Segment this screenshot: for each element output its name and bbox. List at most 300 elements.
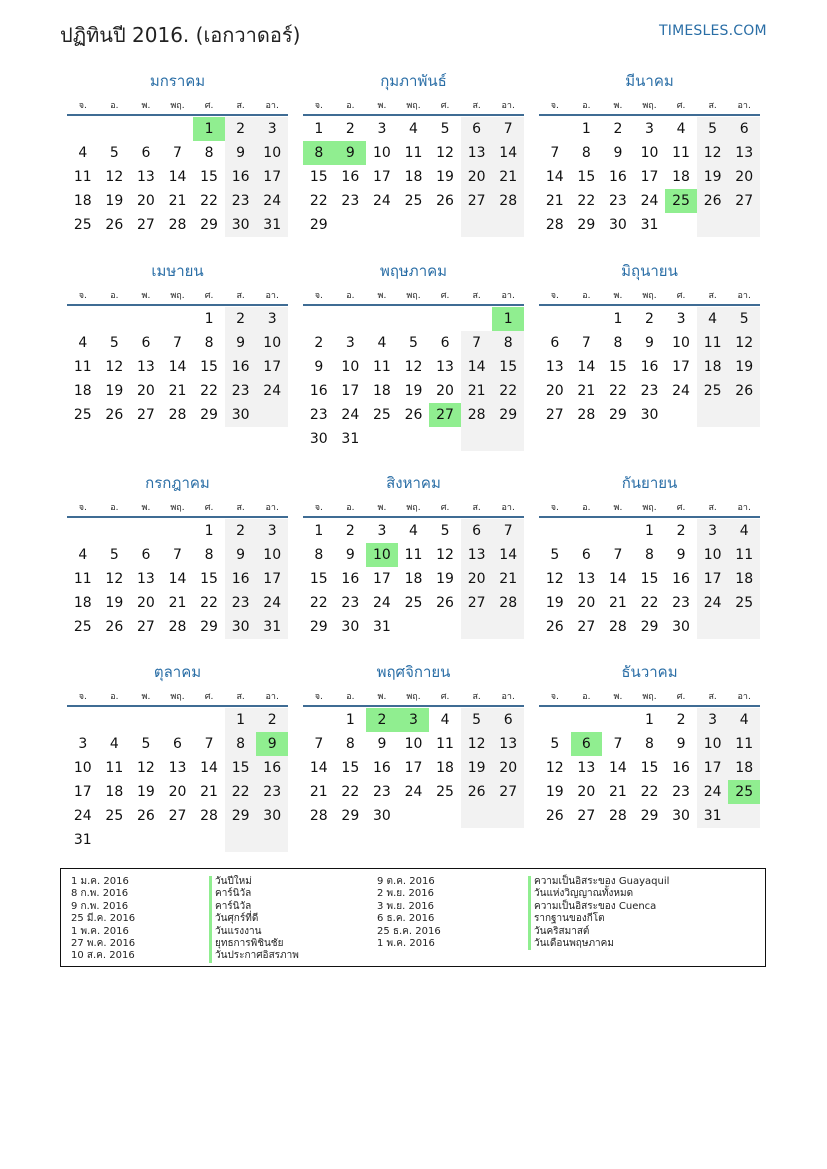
day-cell[interactable]: 13	[577, 571, 596, 587]
day-cell[interactable]: 2	[225, 307, 257, 331]
day-cell[interactable]: 1	[581, 121, 591, 137]
day-cell[interactable]: 30	[373, 808, 391, 824]
day-cell[interactable]: 25	[404, 595, 423, 611]
day-cell[interactable]: 29	[200, 217, 218, 233]
day-cell[interactable]: 5	[440, 523, 450, 539]
day-cell[interactable]: 30	[256, 804, 288, 828]
day-cell[interactable]: 10	[373, 145, 391, 161]
day-cell[interactable]: 30	[341, 619, 360, 635]
day-cell[interactable]: 29	[492, 403, 524, 427]
day-cell[interactable]: 14	[577, 359, 596, 375]
day-cell[interactable]: 16	[672, 571, 690, 587]
day-cell[interactable]: 30	[672, 619, 690, 635]
day-cell[interactable]: 17	[404, 760, 423, 776]
day-cell[interactable]: 19	[137, 784, 155, 800]
day-cell[interactable]: 22	[309, 193, 328, 209]
day-cell[interactable]: 27	[728, 189, 760, 213]
day-cell[interactable]: 26	[137, 808, 155, 824]
day-cell[interactable]: 24	[373, 193, 391, 209]
day-cell[interactable]: 11	[404, 547, 423, 563]
day-cell[interactable]: 6	[141, 335, 151, 351]
day-cell[interactable]: 14	[492, 543, 524, 567]
holiday-day[interactable]: 2	[366, 708, 398, 732]
day-cell[interactable]: 30	[225, 403, 257, 427]
day-cell[interactable]: 26	[404, 407, 423, 423]
day-cell[interactable]: 23	[672, 784, 690, 800]
day-cell[interactable]: 27	[577, 619, 596, 635]
day-cell[interactable]: 1	[314, 121, 324, 137]
holiday-day[interactable]: 25	[665, 189, 697, 213]
day-cell[interactable]: 23	[341, 595, 360, 611]
day-cell[interactable]: 9	[225, 543, 257, 567]
day-cell[interactable]: 22	[200, 383, 218, 399]
day-cell[interactable]: 14	[609, 760, 627, 776]
day-cell[interactable]: 10	[256, 331, 288, 355]
day-cell[interactable]: 4	[409, 523, 418, 539]
day-cell[interactable]: 14	[200, 760, 218, 776]
day-cell[interactable]: 30	[609, 217, 627, 233]
day-cell[interactable]: 17	[373, 571, 391, 587]
day-cell[interactable]: 14	[545, 169, 564, 185]
day-cell[interactable]: 27	[461, 591, 493, 615]
day-cell[interactable]: 28	[545, 217, 564, 233]
day-cell[interactable]: 1	[645, 712, 654, 728]
day-cell[interactable]: 20	[461, 165, 493, 189]
day-cell[interactable]: 13	[728, 141, 760, 165]
day-cell[interactable]: 15	[309, 169, 328, 185]
day-cell[interactable]: 8	[345, 736, 355, 752]
day-cell[interactable]: 3	[377, 523, 387, 539]
day-cell[interactable]: 6	[492, 708, 524, 732]
day-cell[interactable]: 16	[225, 355, 257, 379]
day-cell[interactable]: 14	[492, 141, 524, 165]
day-cell[interactable]: 29	[309, 619, 328, 635]
day-cell[interactable]: 1	[645, 523, 654, 539]
day-cell[interactable]: 17	[697, 567, 729, 591]
day-cell[interactable]: 18	[73, 383, 92, 399]
day-cell[interactable]: 19	[697, 165, 729, 189]
day-cell[interactable]: 26	[436, 193, 454, 209]
day-cell[interactable]: 7	[581, 335, 591, 351]
day-cell[interactable]: 29	[577, 217, 596, 233]
day-cell[interactable]: 30	[672, 808, 690, 824]
day-cell[interactable]: 4	[78, 547, 88, 563]
day-cell[interactable]: 12	[137, 760, 155, 776]
day-cell[interactable]: 18	[728, 756, 760, 780]
day-cell[interactable]: 13	[577, 760, 596, 776]
day-cell[interactable]: 13	[545, 359, 564, 375]
day-cell[interactable]: 4	[377, 335, 387, 351]
day-cell[interactable]: 1	[225, 708, 257, 732]
day-cell[interactable]: 3	[256, 519, 288, 543]
day-cell[interactable]: 7	[204, 736, 214, 752]
day-cell[interactable]: 15	[200, 571, 218, 587]
day-cell[interactable]: 7	[173, 547, 182, 563]
holiday-day[interactable]: 9	[256, 732, 288, 756]
day-cell[interactable]: 22	[577, 193, 596, 209]
day-cell[interactable]: 26	[545, 619, 564, 635]
day-cell[interactable]: 20	[137, 193, 155, 209]
day-cell[interactable]: 20	[461, 567, 493, 591]
day-cell[interactable]: 31	[73, 832, 92, 848]
day-cell[interactable]: 9	[225, 331, 257, 355]
day-cell[interactable]: 19	[436, 571, 454, 587]
day-cell[interactable]: 31	[341, 431, 360, 447]
day-cell[interactable]: 28	[609, 808, 627, 824]
day-cell[interactable]: 2	[613, 121, 623, 137]
day-cell[interactable]: 18	[73, 595, 92, 611]
day-cell[interactable]: 16	[341, 169, 360, 185]
day-cell[interactable]: 23	[225, 379, 257, 403]
day-cell[interactable]: 19	[461, 756, 493, 780]
holiday-day[interactable]: 8	[303, 141, 335, 165]
day-cell[interactable]: 11	[73, 359, 92, 375]
day-cell[interactable]: 7	[613, 736, 623, 752]
day-cell[interactable]: 21	[609, 784, 627, 800]
day-cell[interactable]: 8	[581, 145, 591, 161]
day-cell[interactable]: 3	[256, 117, 288, 141]
day-cell[interactable]: 26	[545, 808, 564, 824]
day-cell[interactable]: 12	[545, 571, 564, 587]
day-cell[interactable]: 19	[545, 784, 564, 800]
day-cell[interactable]: 15	[200, 169, 218, 185]
day-cell[interactable]: 20	[137, 595, 155, 611]
day-cell[interactable]: 5	[141, 736, 151, 752]
day-cell[interactable]: 24	[672, 383, 690, 399]
day-cell[interactable]: 12	[436, 547, 454, 563]
day-cell[interactable]: 29	[609, 407, 627, 423]
day-cell[interactable]: 3	[256, 307, 288, 331]
day-cell[interactable]: 16	[256, 756, 288, 780]
day-cell[interactable]: 27	[492, 780, 524, 804]
day-cell[interactable]: 28	[309, 808, 328, 824]
day-cell[interactable]: 22	[309, 595, 328, 611]
day-cell[interactable]: 17	[73, 784, 92, 800]
holiday-day[interactable]: 9	[335, 141, 367, 165]
day-cell[interactable]: 9	[345, 547, 355, 563]
day-cell[interactable]: 22	[609, 383, 627, 399]
day-cell[interactable]: 26	[461, 780, 493, 804]
day-cell[interactable]: 4	[728, 708, 760, 732]
day-cell[interactable]: 15	[609, 359, 627, 375]
day-cell[interactable]: 6	[461, 117, 493, 141]
day-cell[interactable]: 4	[409, 121, 418, 137]
day-cell[interactable]: 3	[676, 311, 686, 327]
day-cell[interactable]: 12	[545, 760, 564, 776]
day-cell[interactable]: 13	[137, 359, 155, 375]
day-cell[interactable]: 25	[697, 379, 729, 403]
day-cell[interactable]: 16	[609, 169, 627, 185]
holiday-day[interactable]: 1	[492, 307, 524, 331]
day-cell[interactable]: 8	[314, 547, 324, 563]
day-cell[interactable]: 17	[640, 169, 659, 185]
day-cell[interactable]: 18	[404, 571, 423, 587]
day-cell[interactable]: 9	[676, 547, 686, 563]
day-cell[interactable]: 30	[225, 615, 257, 639]
day-cell[interactable]: 10	[640, 145, 659, 161]
day-cell[interactable]: 11	[728, 732, 760, 756]
day-cell[interactable]: 24	[73, 808, 92, 824]
day-cell[interactable]: 21	[200, 784, 218, 800]
holiday-day[interactable]: 6	[571, 732, 603, 756]
day-cell[interactable]: 25	[73, 217, 92, 233]
day-cell[interactable]: 25	[105, 808, 124, 824]
holiday-day[interactable]: 3	[398, 708, 430, 732]
day-cell[interactable]: 19	[436, 169, 454, 185]
day-cell[interactable]: 28	[168, 619, 187, 635]
day-cell[interactable]: 17	[341, 383, 360, 399]
day-cell[interactable]: 4	[676, 121, 686, 137]
day-cell[interactable]: 24	[640, 193, 659, 209]
day-cell[interactable]: 11	[73, 169, 92, 185]
day-cell[interactable]: 16	[225, 165, 257, 189]
holiday-day[interactable]: 27	[429, 403, 461, 427]
day-cell[interactable]: 11	[73, 571, 92, 587]
day-cell[interactable]: 2	[676, 523, 686, 539]
day-cell[interactable]: 22	[200, 595, 218, 611]
day-cell[interactable]: 25	[73, 619, 92, 635]
day-cell[interactable]: 4	[440, 712, 450, 728]
day-cell[interactable]: 8	[204, 145, 214, 161]
day-cell[interactable]: 20	[577, 784, 596, 800]
day-cell[interactable]: 15	[577, 169, 596, 185]
day-cell[interactable]: 5	[109, 335, 119, 351]
day-cell[interactable]: 29	[341, 808, 360, 824]
day-cell[interactable]: 24	[404, 784, 423, 800]
day-cell[interactable]: 23	[256, 780, 288, 804]
day-cell[interactable]: 4	[697, 307, 729, 331]
day-cell[interactable]: 1	[613, 311, 623, 327]
day-cell[interactable]: 24	[697, 780, 729, 804]
day-cell[interactable]: 20	[545, 383, 564, 399]
day-cell[interactable]: 13	[461, 543, 493, 567]
day-cell[interactable]: 12	[105, 169, 124, 185]
day-cell[interactable]: 21	[461, 379, 493, 403]
day-cell[interactable]: 9	[314, 359, 324, 375]
site-logo-text[interactable]: TIMESLES.COM	[659, 23, 767, 39]
day-cell[interactable]: 1	[345, 712, 355, 728]
day-cell[interactable]: 28	[168, 217, 187, 233]
day-cell[interactable]: 6	[141, 145, 151, 161]
day-cell[interactable]: 16	[672, 760, 690, 776]
day-cell[interactable]: 27	[137, 407, 155, 423]
day-cell[interactable]: 16	[640, 359, 659, 375]
day-cell[interactable]: 22	[200, 193, 218, 209]
day-cell[interactable]: 5	[109, 145, 119, 161]
day-cell[interactable]: 28	[461, 403, 493, 427]
day-cell[interactable]: 31	[256, 213, 288, 237]
day-cell[interactable]: 13	[492, 732, 524, 756]
day-cell[interactable]: 3	[697, 708, 729, 732]
day-cell[interactable]: 12	[728, 331, 760, 355]
day-cell[interactable]: 22	[341, 784, 360, 800]
day-cell[interactable]: 2	[645, 311, 654, 327]
day-cell[interactable]: 11	[105, 760, 124, 776]
day-cell[interactable]: 8	[204, 335, 214, 351]
day-cell[interactable]: 8	[645, 736, 654, 752]
day-cell[interactable]: 26	[105, 619, 124, 635]
day-cell[interactable]: 23	[373, 784, 391, 800]
day-cell[interactable]: 29	[200, 407, 218, 423]
day-cell[interactable]: 23	[225, 591, 257, 615]
day-cell[interactable]: 2	[314, 335, 324, 351]
day-cell[interactable]: 18	[697, 355, 729, 379]
day-cell[interactable]: 4	[109, 736, 119, 752]
day-cell[interactable]: 6	[461, 519, 493, 543]
day-cell[interactable]: 23	[225, 189, 257, 213]
day-cell[interactable]: 20	[577, 595, 596, 611]
day-cell[interactable]: 30	[640, 407, 659, 423]
day-cell[interactable]: 8	[645, 547, 654, 563]
day-cell[interactable]: 29	[225, 804, 257, 828]
day-cell[interactable]: 15	[640, 760, 659, 776]
day-cell[interactable]: 31	[256, 615, 288, 639]
day-cell[interactable]: 28	[609, 619, 627, 635]
day-cell[interactable]: 20	[137, 383, 155, 399]
day-cell[interactable]: 7	[550, 145, 560, 161]
day-cell[interactable]: 14	[309, 760, 328, 776]
day-cell[interactable]: 8	[225, 732, 257, 756]
day-cell[interactable]: 30	[225, 213, 257, 237]
day-cell[interactable]: 29	[640, 619, 659, 635]
day-cell[interactable]: 27	[461, 189, 493, 213]
day-cell[interactable]: 18	[404, 169, 423, 185]
day-cell[interactable]: 15	[200, 359, 218, 375]
day-cell[interactable]: 10	[341, 359, 360, 375]
day-cell[interactable]: 17	[373, 169, 391, 185]
day-cell[interactable]: 28	[492, 591, 524, 615]
day-cell[interactable]: 20	[492, 756, 524, 780]
day-cell[interactable]: 16	[225, 567, 257, 591]
day-cell[interactable]: 21	[577, 383, 596, 399]
day-cell[interactable]: 15	[492, 355, 524, 379]
day-cell[interactable]: 7	[492, 117, 524, 141]
day-cell[interactable]: 7	[461, 331, 493, 355]
day-cell[interactable]: 5	[550, 547, 560, 563]
day-cell[interactable]: 21	[309, 784, 328, 800]
day-cell[interactable]: 19	[105, 595, 124, 611]
day-cell[interactable]: 13	[137, 571, 155, 587]
day-cell[interactable]: 19	[545, 595, 564, 611]
day-cell[interactable]: 16	[373, 760, 391, 776]
day-cell[interactable]: 17	[256, 567, 288, 591]
day-cell[interactable]: 8	[492, 331, 524, 355]
day-cell[interactable]: 25	[404, 193, 423, 209]
day-cell[interactable]: 5	[550, 736, 560, 752]
day-cell[interactable]: 6	[581, 547, 591, 563]
day-cell[interactable]: 11	[404, 145, 423, 161]
day-cell[interactable]: 5	[697, 117, 729, 141]
day-cell[interactable]: 28	[492, 189, 524, 213]
day-cell[interactable]: 14	[168, 571, 187, 587]
day-cell[interactable]: 28	[577, 407, 596, 423]
day-cell[interactable]: 21	[492, 567, 524, 591]
day-cell[interactable]: 2	[345, 523, 355, 539]
day-cell[interactable]: 19	[105, 193, 124, 209]
day-cell[interactable]: 15	[341, 760, 360, 776]
day-cell[interactable]: 4	[78, 145, 88, 161]
day-cell[interactable]: 11	[373, 359, 391, 375]
day-cell[interactable]: 26	[436, 595, 454, 611]
day-cell[interactable]: 25	[73, 407, 92, 423]
day-cell[interactable]: 22	[640, 784, 659, 800]
day-cell[interactable]: 10	[697, 543, 729, 567]
day-cell[interactable]: 9	[377, 736, 387, 752]
day-cell[interactable]: 27	[137, 217, 155, 233]
day-cell[interactable]: 11	[436, 736, 454, 752]
day-cell[interactable]: 17	[697, 756, 729, 780]
day-cell[interactable]: 8	[613, 335, 623, 351]
day-cell[interactable]: 3	[78, 736, 88, 752]
day-cell[interactable]: 22	[225, 780, 257, 804]
day-cell[interactable]: 21	[168, 193, 187, 209]
day-cell[interactable]: 7	[173, 145, 182, 161]
day-cell[interactable]: 17	[256, 355, 288, 379]
day-cell[interactable]: 30	[309, 431, 328, 447]
day-cell[interactable]: 26	[728, 379, 760, 403]
day-cell[interactable]: 16	[341, 571, 360, 587]
day-cell[interactable]: 23	[609, 193, 627, 209]
day-cell[interactable]: 18	[373, 383, 391, 399]
day-cell[interactable]: 14	[168, 359, 187, 375]
day-cell[interactable]: 13	[436, 359, 454, 375]
day-cell[interactable]: 1	[314, 523, 324, 539]
day-cell[interactable]: 2	[676, 712, 686, 728]
day-cell[interactable]: 4	[78, 335, 88, 351]
day-cell[interactable]: 3	[645, 121, 654, 137]
day-cell[interactable]: 7	[613, 547, 623, 563]
day-cell[interactable]: 21	[168, 595, 187, 611]
day-cell[interactable]: 7	[173, 335, 182, 351]
day-cell[interactable]: 24	[256, 189, 288, 213]
day-cell[interactable]: 9	[676, 736, 686, 752]
day-cell[interactable]: 9	[645, 335, 654, 351]
day-cell[interactable]: 12	[697, 141, 729, 165]
day-cell[interactable]: 10	[697, 732, 729, 756]
day-cell[interactable]: 16	[309, 383, 328, 399]
day-cell[interactable]: 5	[109, 547, 119, 563]
day-cell[interactable]: 24	[697, 591, 729, 615]
day-cell[interactable]: 24	[256, 379, 288, 403]
day-cell[interactable]: 26	[697, 189, 729, 213]
day-cell[interactable]: 18	[436, 760, 454, 776]
day-cell[interactable]: 18	[105, 784, 124, 800]
day-cell[interactable]: 13	[168, 760, 187, 776]
day-cell[interactable]: 2	[256, 708, 288, 732]
day-cell[interactable]: 12	[461, 732, 493, 756]
day-cell[interactable]: 10	[256, 141, 288, 165]
day-cell[interactable]: 21	[168, 383, 187, 399]
holiday-day[interactable]: 25	[728, 780, 760, 804]
day-cell[interactable]: 6	[440, 335, 450, 351]
day-cell[interactable]: 6	[550, 335, 560, 351]
day-cell[interactable]: 2	[345, 121, 355, 137]
day-cell[interactable]: 27	[137, 619, 155, 635]
day-cell[interactable]: 6	[173, 736, 182, 752]
day-cell[interactable]: 27	[168, 808, 187, 824]
day-cell[interactable]: 2	[225, 117, 257, 141]
day-cell[interactable]: 13	[461, 141, 493, 165]
day-cell[interactable]: 22	[492, 379, 524, 403]
day-cell[interactable]: 11	[672, 145, 690, 161]
day-cell[interactable]: 21	[609, 595, 627, 611]
day-cell[interactable]: 10	[404, 736, 423, 752]
day-cell[interactable]: 9	[225, 141, 257, 165]
day-cell[interactable]: 25	[728, 591, 760, 615]
day-cell[interactable]: 22	[640, 595, 659, 611]
day-cell[interactable]: 27	[577, 808, 596, 824]
day-cell[interactable]: 11	[728, 543, 760, 567]
